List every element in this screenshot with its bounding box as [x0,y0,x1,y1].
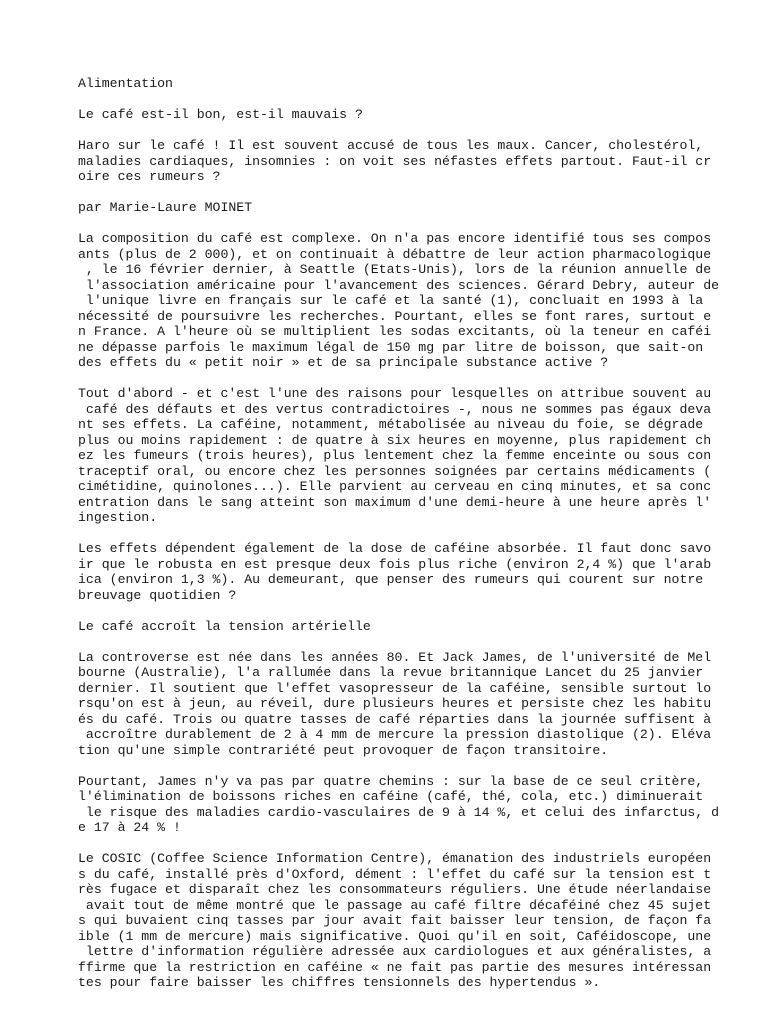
text-line: ne dépasse parfois le maximum légal de 150 mg par litre de boisson, que sait-on [78,339,704,355]
text-line: traceptif oral, ou encore chez les personnes soignées par certains médicaments ( [78,463,712,479]
article-lead [78,138,758,185]
text-line: e 17 à 24 % ! [78,820,181,835]
text-line: ingestion. [78,510,158,525]
text-line: des effets du « petit noir » et de sa principale substance active ? [78,355,609,370]
text-line: , le 16 février dernier, à Seattle (Etats-Unis), lors de la réunion annuelle de [78,262,712,277]
section-label: Alimentation [78,76,173,91]
text-line: ible (1 mm de mercure) mais significative. Quoi qu'il en soit, Caféidoscope, une [78,928,712,944]
text-line: s qui buvaient cinq tasses par jour avait fait baisser leur tension, de façon fa [78,913,712,928]
text-line: dernier. Il soutient que l'effet vasopresseur de la caféine, sensible surtout lo [78,680,712,696]
text-line: avait tout de même montré que le passage au café filtre décaféiné chez 45 sujet [78,897,712,913]
text-line: oire ces rumeurs ? [78,169,221,184]
text-line: lettre d'information régulière adressée aux cardiologues et aux généralistes, a [78,944,712,959]
text-line: tes pour faire baisser les chiffres tensionnels des hypertendus ». [78,975,601,990]
paragraph-1 [78,231,758,371]
text-line: ffirme que la restriction en caféine « ne fait pas partie des mesures intéressan [78,959,712,975]
subheading-tension: Le café accroît la tension artérielle [78,618,371,634]
paragraph-6 [78,851,758,991]
text-line: Pourtant, James n'y va pas par quatre chemins : sur la base de ce seul critère, [78,773,704,789]
text-line: maladies cardiaques, insomnies : on voit ses néfastes effets partout. Faut-il cr [78,153,712,169]
text-line: cimétidine, quinolones...). Elle parvient au cerveau en cinq minutes, et sa conc [78,479,712,494]
text-line: tion qu'une simple contrariété peut provoquer de façon transitoire. [78,742,609,758]
text-line: le risque des maladies cardio-vasculaires de 9 à 14 %, et celui des infarctus, d [78,804,720,820]
paragraph-2 [78,386,758,526]
text-line: Haro sur le café ! Il est souvent accusé de tous les maux. Cancer, cholestérol, [78,138,704,153]
text-line: Le COSIC (Coffee Science Information Centre), émanation des industriels européen [78,851,712,866]
text-line: ants (plus de 2 000), et on continuait à débattre de leur action pharmacologique [78,246,712,262]
text-line: bourne (Australie), l'a rallumée dans la revue britannique Lancet du 25 janvier [78,665,704,680]
text-line: ir que le robusta en est presque deux fois plus riche (environ 2,4 %) que l'arab [78,556,712,572]
text-line: rsqu'on est à jeun, au réveil, dure plusieurs heures et persiste chez les habitu [78,696,712,711]
text-line: rès fugace et disparaît chez les consommateurs réguliers. Une étude néerlandaise [78,882,712,897]
text-line: n France. A l'heure où se multiplient les sodas excitants, où la teneur en caféi [78,324,712,339]
text-line: La controverse est née dans les années 80. Et Jack James, de l'université de Mel [78,649,712,665]
text-line: Les effets dépendent également de la dose de caféine absorbée. Il faut donc savo [78,541,712,556]
text-line: ez les fumeurs (trois heures), plus lentement chez la femme enceinte ou sous con [78,448,712,463]
text-line: café des défauts et des vertus contradictoires -, nous ne sommes pas égaux deva [78,401,712,417]
text-line: nécessité de poursuivre les recherches. Pourtant, elles se font rares, surtout e [78,308,712,324]
text-line: l'élimination de boissons riches en caféine (café, thé, cola, etc.) diminuerait [78,789,704,804]
document-body [78,76,758,1006]
text-line: s du café, installé près d'Oxford, dément : l'effet du café sur la tension est t [78,866,712,882]
text-line: entration dans le sang atteint son maximum d'une demi-heure à une heure après l' [78,494,712,510]
paragraph-3 [78,541,758,603]
byline: par Marie-Laure MOINET [78,200,253,215]
text-line: Tout d'abord - et c'est l'une des raisons pour lesquelles on attribue souvent au [78,386,712,401]
text-line: accroître durablement de 2 à 4 mm de mercure la pression diastolique (2). Eléva [78,727,712,742]
text-line: plus ou moins rapidement : de quatre à six heures en moyenne, plus rapidement ch [78,432,712,448]
text-line: breuvage quotidien ? [78,587,237,603]
text-line: nt ses effets. La caféine, notamment, métabolisée au niveau du foie, se dégrade [78,417,704,432]
text-line: l'association américaine pour l'avancement des sciences. Gérard Debry, auteur de [78,277,720,293]
article-title: Le café est-il bon, est-il mauvais ? [78,107,363,122]
paragraph-5 [78,774,758,836]
text-line: La composition du café est complexe. On n'a pas encore identifié tous ses compos [78,231,712,246]
text-line: ica (environ 1,3 %). Au demeurant, que penser des rumeurs qui courent sur notre [78,572,704,587]
text-line: l'unique livre en français sur le café et la santé (1), concluait en 1993 à la [78,293,704,308]
text-line: és du café. Trois ou quatre tasses de café réparties dans la journée suffisent à [78,711,712,727]
paragraph-4 [78,650,758,759]
